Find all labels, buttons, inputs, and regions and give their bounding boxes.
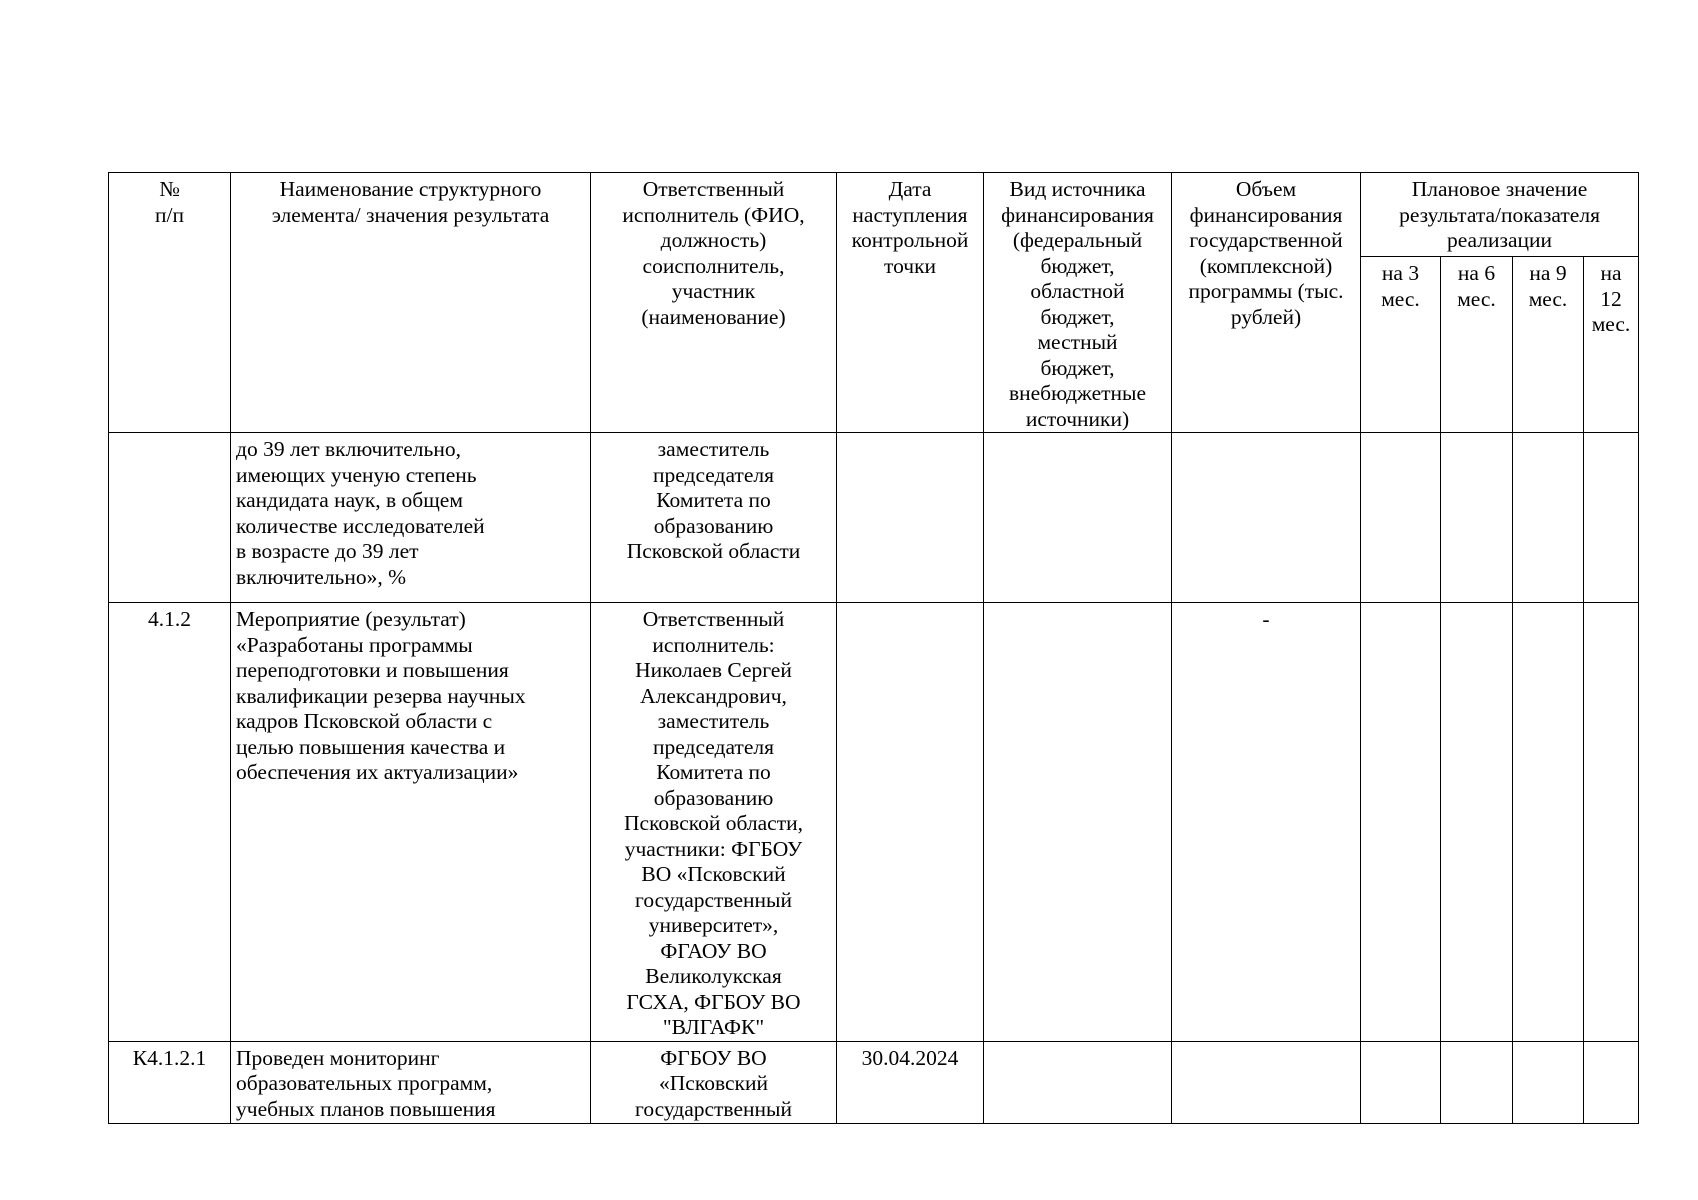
header-source: Вид источника финансирования (федеральный бюджет, областной бюджет, местный бюджет, внебюджетные источники)	[984, 173, 1172, 433]
row-name: Проведен мониторинг образовательных программ, учебных планов повышения	[231, 1041, 591, 1123]
row-m12	[1584, 1041, 1639, 1123]
row-m9	[1513, 433, 1584, 603]
row-m12	[1584, 433, 1639, 603]
row-source	[984, 603, 1172, 1042]
row-m9	[1513, 1041, 1584, 1123]
row-m3	[1361, 433, 1441, 603]
header-3-months: на 3 мес.	[1361, 257, 1441, 433]
row-source	[984, 1041, 1172, 1123]
header-plan: Плановое значение результата/показателя реализации	[1361, 173, 1639, 257]
row-m9	[1513, 603, 1584, 1042]
row-num	[109, 433, 231, 603]
row-volume	[1172, 1041, 1361, 1123]
header-12-months: на 12 мес.	[1584, 257, 1639, 433]
header-name: Наименование структурного элемента/ значения результата	[231, 173, 591, 433]
header-date: Дата наступления контрольной точки	[837, 173, 984, 433]
row-date	[837, 603, 984, 1042]
row-date	[837, 433, 984, 603]
row-num: 4.1.2	[109, 603, 231, 1042]
row-m12	[1584, 603, 1639, 1042]
header-row	[109, 173, 1639, 257]
table-row	[109, 433, 1639, 603]
row-volume	[1172, 433, 1361, 603]
row-source	[984, 433, 1172, 603]
header-executor: Ответственный исполнитель (ФИО, должность) соисполнитель, участник (наименование)	[591, 173, 837, 433]
header-9-months: на 9 мес.	[1513, 257, 1584, 433]
row-date: 30.04.2024	[837, 1041, 984, 1123]
table-row	[109, 603, 1639, 1042]
row-name: Мероприятие (результат) «Разработаны программы переподготовки и повышения квалификации резерва научных кадров Псковской области с целью повышения качества и обеспечения их актуализации»	[231, 603, 591, 1042]
row-m3	[1361, 1041, 1441, 1123]
row-m6	[1441, 603, 1513, 1042]
row-volume: -	[1172, 603, 1361, 1042]
row-m6	[1441, 1041, 1513, 1123]
header-num: № п/п	[109, 173, 231, 433]
row-name: до 39 лет включительно, имеющих ученую степень кандидата наук, в общем количестве исследователей в возрасте до 39 лет включительно», %	[231, 433, 591, 603]
table-row	[109, 1041, 1639, 1123]
row-m3	[1361, 603, 1441, 1042]
row-num: К4.1.2.1	[109, 1041, 231, 1123]
header-6-months: на 6 мес.	[1441, 257, 1513, 433]
header-volume: Объем финансирования государственной (комплексной) программы (тыс. рублей)	[1172, 173, 1361, 433]
row-executor: Ответственный исполнитель: Николаев Сергей Александрович, заместитель председателя Комитета по образованию Псковской области, участники: ФГБОУ ВО «Псковский государственный университет», ФГАОУ ВО Великолукская ГСХА, ФГБОУ ВО "ВЛГАФК"	[591, 603, 837, 1042]
row-executor: заместитель председателя Комитета по образованию Псковской области	[591, 433, 837, 603]
plan-table	[108, 172, 1639, 1124]
row-executor: ФГБОУ ВО «Псковский государственный	[591, 1041, 837, 1123]
row-m6	[1441, 433, 1513, 603]
